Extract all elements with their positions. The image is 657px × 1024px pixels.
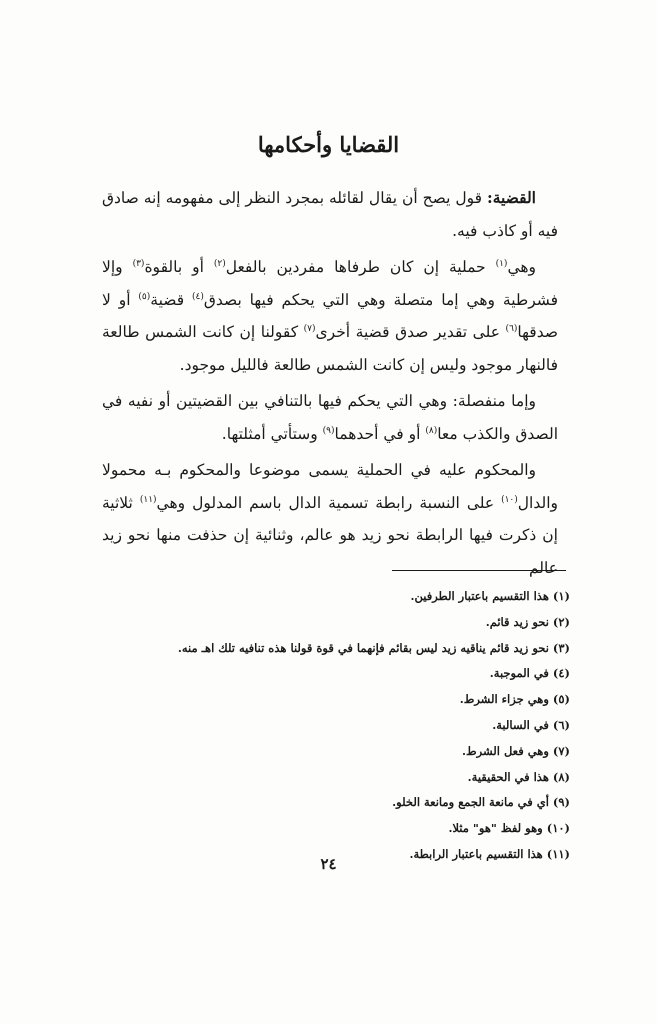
footnote-ref: (٣) — [132, 258, 145, 269]
footnote-ref: (١٠) — [501, 494, 518, 505]
footnote-ref: (٦) — [505, 323, 518, 334]
text-segment: أو بالقوة — [144, 258, 214, 276]
text-segment: كقولنا إن كانت الشمس طالعة فالنهار موجود وليس إن كانت الشمس طالعة فالليل موجود. — [102, 323, 558, 374]
text-segment: أو في أحدهما — [334, 424, 426, 443]
main-text — [102, 182, 558, 588]
text-segment: وإلا فشرطية وهي إما متصلة وهي التي يحكم فيها بصدق — [102, 258, 558, 309]
footnote-item: (٨) هذا في الحقيقية. — [467, 769, 570, 784]
footnote-ref: (١) — [495, 258, 508, 269]
paragraph-text: قول يصح أن يقال لقائله بمجرد النظر إلى مفهومه إنه صادق فيه أو كاذب فيه. — [102, 189, 558, 240]
footnote-item: (٥) وهي جزاء الشرط. — [459, 692, 570, 707]
text-segment: حملية إن كان طرفاها مفردين بالفعل — [225, 258, 496, 276]
footnote-item: (٣) نحو زيد قائم يناقيه زيد ليس بقائم فإنهما في قوة قولنا هذه تنافيه تلك اهـ منه. — [177, 640, 570, 655]
footnote-item: (٧) وهي فعل الشرط. — [462, 743, 570, 758]
text-segment: وستأتي أمثلتها. — [221, 424, 323, 443]
footnote-ref: (٥) — [138, 291, 151, 302]
text-segment: والمحكوم عليه في الحملية يسمى موضوعا والمحكوم بـه محمولا والدال — [102, 461, 558, 512]
footnote-ref: (٤) — [191, 291, 204, 302]
footnote-item: (١١) هذا التقسيم باعتبار الرابطة. — [409, 846, 570, 861]
footnote-item: (١) هذا التقسيم باعتبار الطرفين. — [410, 589, 570, 603]
footnotes-list — [102, 584, 570, 868]
footnote-item: (٦) في السالبة. — [492, 717, 570, 732]
paragraph-disjunctive — [102, 385, 558, 450]
footnote-ref: (١١) — [139, 494, 157, 505]
text-segment: وهي — [507, 258, 537, 276]
text-segment: ثلاثية إن ذكرت فيها الرابطة نحو زيد هو عالم، وثنائية إن حذفت منها نحو زيد عالم — [102, 493, 558, 577]
term-label: القضية: — [486, 188, 536, 207]
text-segment: على النسبة رابطة تسمية الدال باسم المدلول وهي — [156, 493, 502, 512]
footnote-ref: (٢) — [213, 258, 226, 269]
chapter-title: القضايا وأحكامها — [257, 132, 400, 157]
paragraph-divisions — [102, 251, 558, 381]
paragraph-definition — [102, 182, 558, 247]
footnote-item: (١٠) وهو لفظ "هو" مثلا. — [448, 821, 570, 836]
footnote-ref: (٨) — [425, 425, 438, 436]
footnote-item: (٢) نحو زيد قائم. — [485, 614, 570, 629]
text-segment: وإما منفصلة: وهي التي يحكم فيها بالتنافي بين القضيتين أو نفيه في الصدق والكذب معا — [102, 392, 558, 443]
footnote-ref: (٩) — [322, 425, 335, 436]
text-segment: أو لا صدقها — [102, 290, 558, 341]
footnote-item: (٤) في الموجبة. — [489, 666, 570, 681]
text-segment: على تقدير صدق قضية أخرى — [315, 323, 506, 341]
footnote-ref: (٧) — [303, 323, 316, 334]
page-number: ٢٤ — [320, 855, 337, 873]
footnote-divider — [392, 570, 566, 571]
text-segment: قضية — [150, 290, 192, 309]
paragraph-subject-predicate — [102, 454, 558, 584]
footnote-item: (٩) أي في مانعة الجمع ومانعة الخلو. — [392, 795, 570, 810]
